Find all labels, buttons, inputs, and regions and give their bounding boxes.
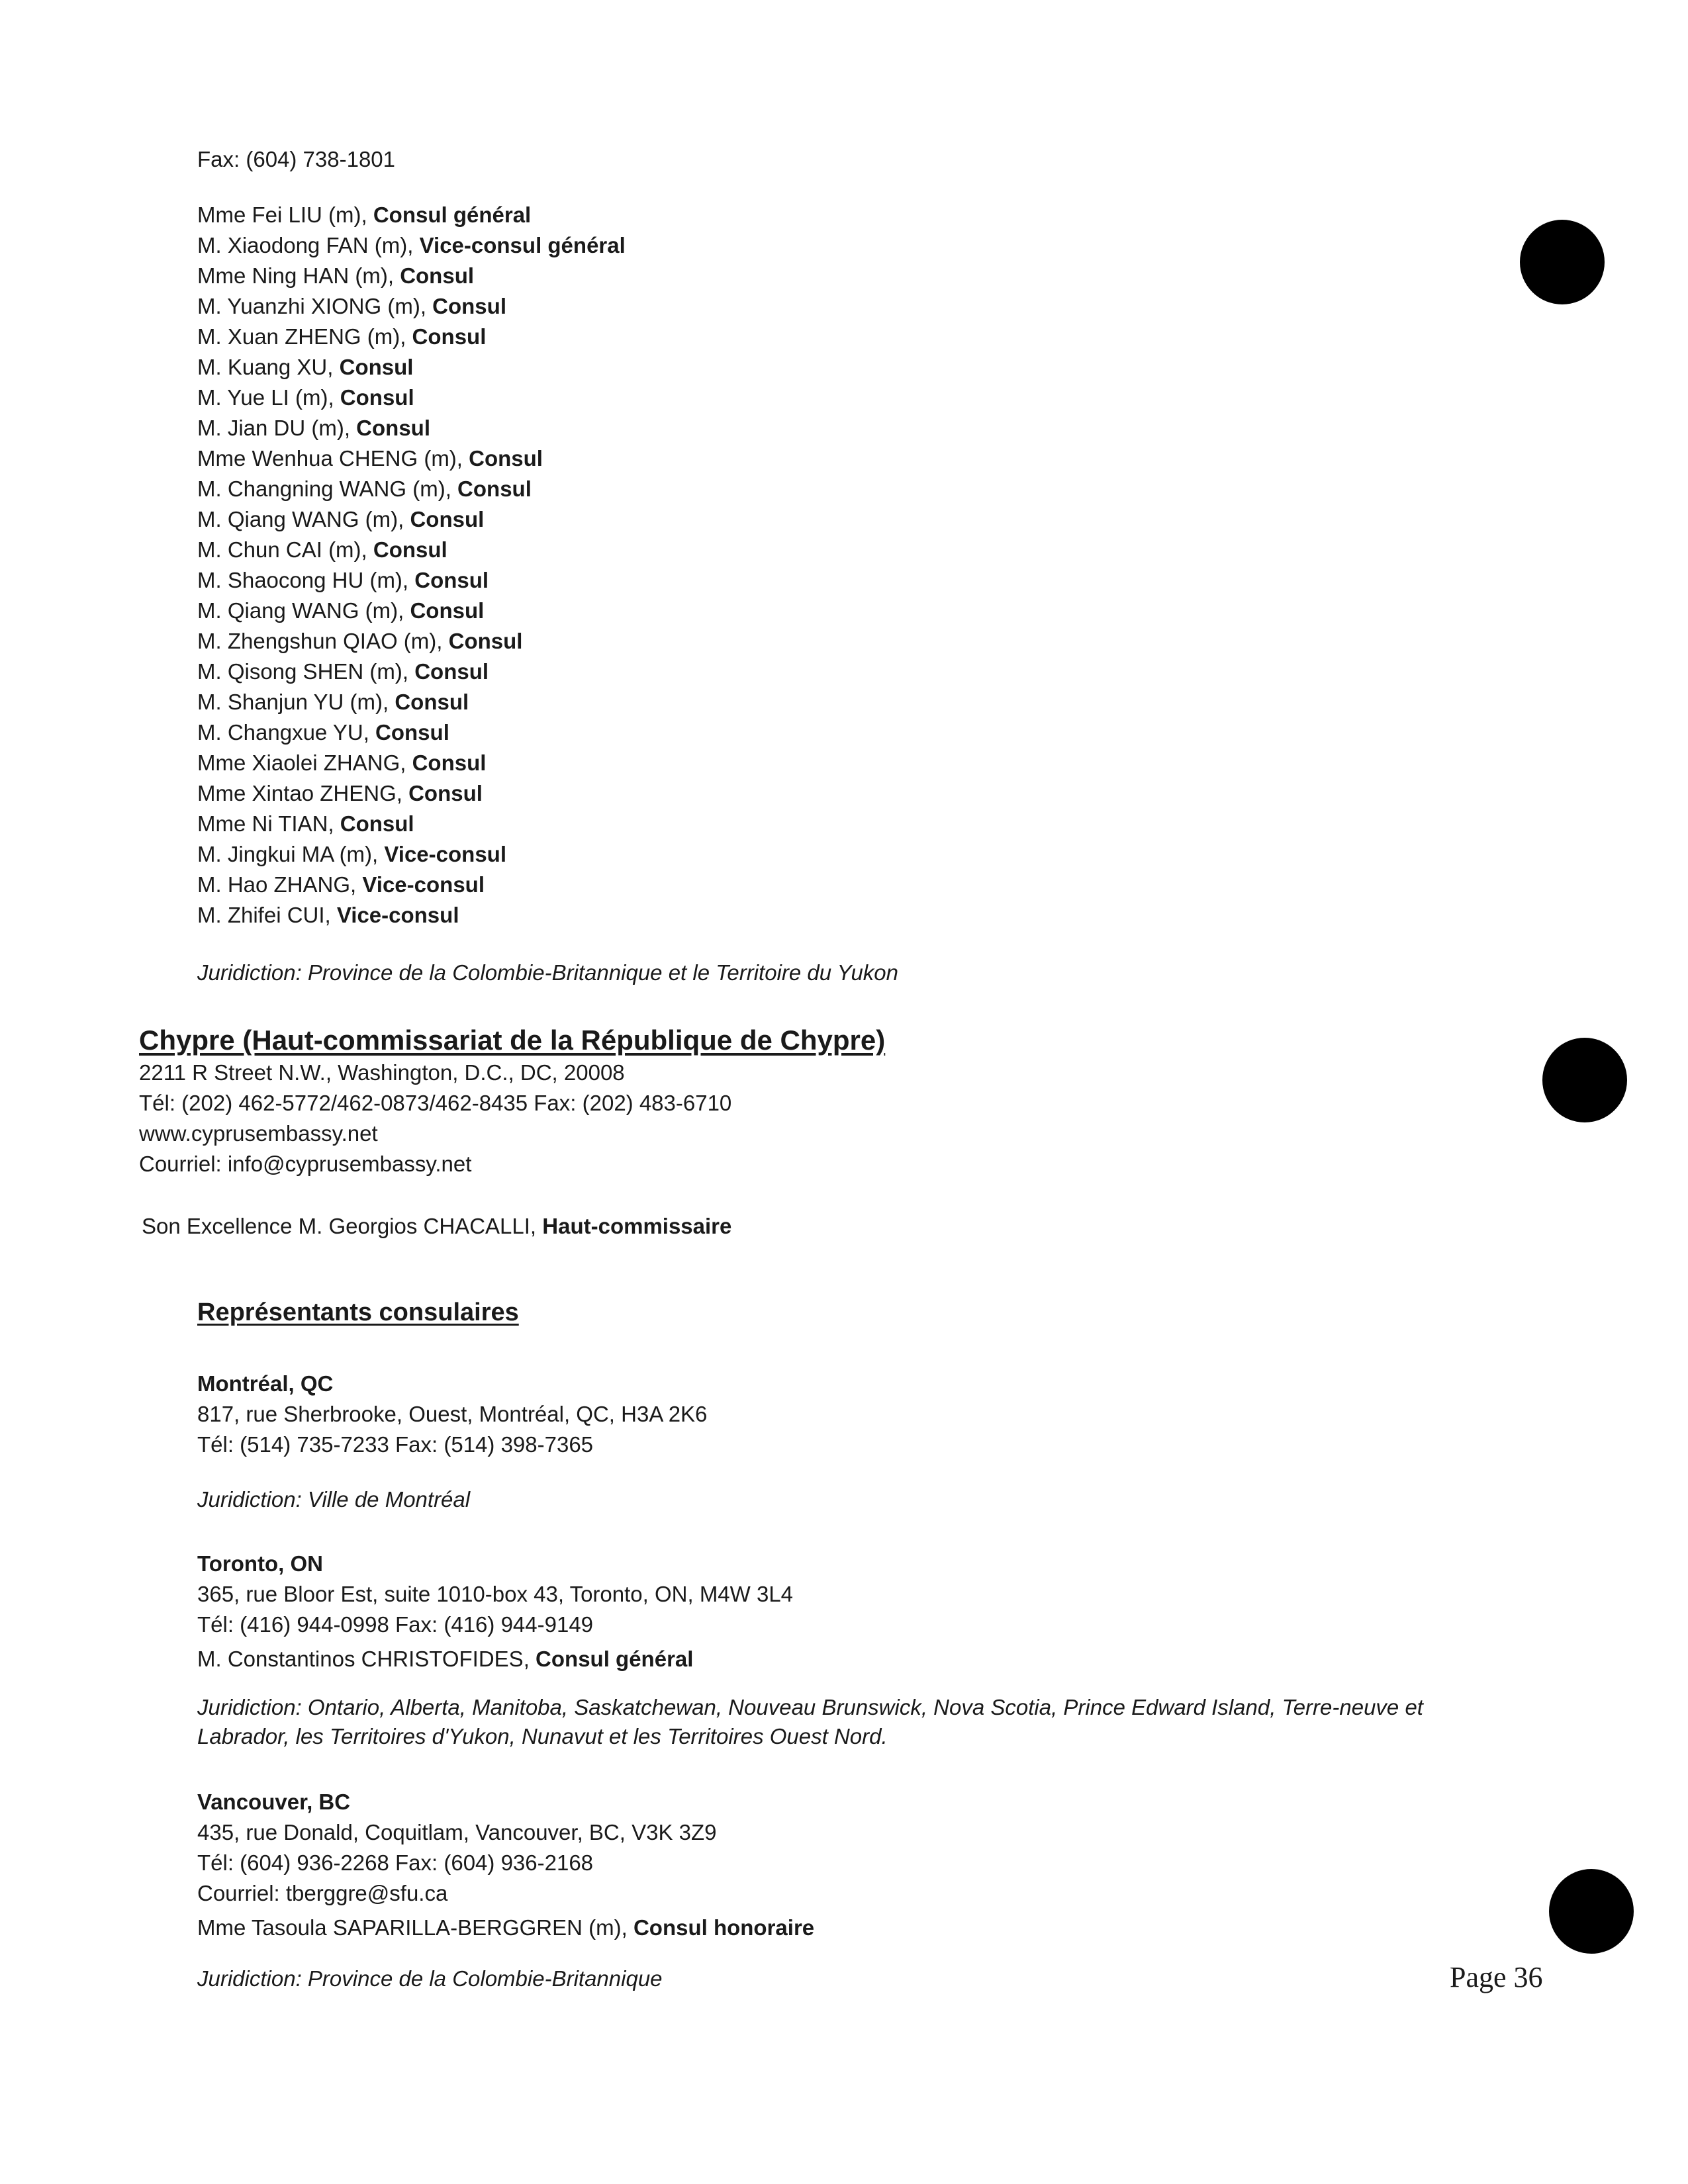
staff-entry — [197, 230, 626, 261]
staff-entry — [197, 504, 626, 535]
high-commissioner-name: Son Excellence M. Georgios CHACALLI, — [142, 1214, 543, 1238]
cyprus-contact-block — [139, 1058, 731, 1179]
cyprus-address: 2211 R Street N.W., Washington, D.C., DC, 20008 — [139, 1060, 625, 1085]
toronto-official-title: Consul général — [536, 1647, 694, 1671]
jurisdiction-toronto: Juridiction: Ontario, Alberta, Manitoba, Saskatchewan, Nouveau Brunswick, Nova Scotia, Prince Edward Island, Terre-neuve et Labrador, les Territoires d'Yukon, Nunavut et les Territoires Ouest Nord. — [197, 1695, 1423, 1749]
staff-name: Mme Wenhua CHENG (m), — [197, 446, 469, 471]
staff-entry — [197, 535, 626, 565]
montreal-address: 817, rue Sherbrooke, Ouest, Montréal, QC, H3A 2K6 — [197, 1402, 708, 1426]
staff-title: Consul — [414, 659, 489, 684]
staff-title: Consul — [400, 263, 475, 288]
toronto-city: Toronto, ON — [197, 1551, 324, 1576]
toronto-official-name: M. Constantinos CHRISTOFIDES, — [197, 1647, 536, 1671]
staff-name: M. Xiaodong FAN (m), — [197, 233, 420, 257]
staff-entry — [197, 809, 626, 839]
staff-title: Consul — [356, 416, 430, 440]
staff-entry — [197, 626, 626, 657]
jurisdiction-china: Juridiction: Province de la Colombie-Britannique et le Territoire du Yukon — [197, 960, 899, 985]
staff-entry — [197, 383, 626, 413]
high-commissioner-line — [142, 1211, 731, 1242]
staff-title: Consul — [410, 598, 485, 623]
staff-entry — [197, 352, 626, 383]
cyprus-phone: Tél: (202) 462-5772/462-0873/462-8435 Fax: (202) 483-6710 — [139, 1091, 732, 1115]
staff-title: Consul — [340, 811, 414, 836]
staff-entry — [197, 900, 626, 931]
staff-title: Vice-consul général — [419, 233, 626, 257]
page-number: Page 36 — [1450, 1961, 1543, 1993]
vancouver-official-title: Consul honoraire — [633, 1915, 815, 1940]
toronto-address: 365, rue Bloor Est, suite 1010-box 43, Toronto, ON, M4W 3L4 — [197, 1582, 794, 1606]
staff-title: Consul — [412, 324, 487, 349]
cyprus-heading: Chypre (Haut-commissariat de la République de Chypre) — [139, 1024, 886, 1056]
vancouver-block — [197, 1787, 814, 1943]
staff-title: Consul — [408, 781, 483, 805]
staff-entry — [197, 748, 626, 778]
staff-name: Mme Ni TIAN, — [197, 811, 340, 836]
staff-entry — [197, 200, 626, 230]
staff-name: M. Yuanzhi XIONG (m), — [197, 294, 433, 318]
cyprus-website: www.cyprusembassy.net — [139, 1121, 378, 1146]
staff-name: M. Zhifei CUI, — [197, 903, 337, 927]
montreal-phone: Tél: (514) 735-7233 Fax: (514) 398-7365 — [197, 1432, 594, 1457]
staff-entry — [197, 687, 626, 717]
staff-name: M. Zhengshun QIAO (m), — [197, 629, 449, 653]
fax-line: Fax: (604) 738-1801 — [197, 147, 396, 171]
staff-entry — [197, 596, 626, 626]
staff-title: Consul — [375, 720, 449, 745]
staff-entry — [197, 778, 626, 809]
vancouver-email: Courriel: tberggre@sfu.ca — [197, 1881, 448, 1905]
consular-representatives-heading: Représentants consulaires — [197, 1298, 519, 1326]
staff-title: Vice-consul — [336, 903, 459, 927]
staff-entry — [197, 443, 626, 474]
staff-name: Mme Xintao ZHENG, — [197, 781, 409, 805]
punch-hole-bottom — [1549, 1869, 1634, 1954]
staff-name: M. Changxue YU, — [197, 720, 376, 745]
staff-name: M. Jian DU (m), — [197, 416, 357, 440]
toronto-official — [197, 1644, 793, 1674]
toronto-phone: Tél: (416) 944-0998 Fax: (416) 944-9149 — [197, 1612, 594, 1637]
staff-name: M. Xuan ZHENG (m), — [197, 324, 412, 349]
staff-entry — [197, 322, 626, 352]
vancouver-phone: Tél: (604) 936-2268 Fax: (604) 936-2168 — [197, 1850, 594, 1875]
staff-title: Consul — [469, 446, 543, 471]
vancouver-city: Vancouver, BC — [197, 1790, 351, 1814]
staff-title: Vice-consul — [384, 842, 507, 866]
jurisdiction-vancouver: Juridiction: Province de la Colombie-Britannique — [197, 1966, 663, 1991]
punch-hole-middle — [1542, 1038, 1627, 1122]
staff-entry — [197, 870, 626, 900]
staff-name: M. Shaocong HU (m), — [197, 568, 415, 592]
staff-title: Consul — [412, 751, 487, 775]
staff-entry — [197, 261, 626, 291]
staff-list — [197, 200, 626, 931]
staff-name: M. Qisong SHEN (m), — [197, 659, 415, 684]
staff-title: Consul — [448, 629, 523, 653]
staff-title: Consul — [373, 537, 447, 562]
staff-name: M. Jingkui MA (m), — [197, 842, 385, 866]
cyprus-email: Courriel: info@cyprusembassy.net — [139, 1152, 472, 1176]
staff-entry — [197, 474, 626, 504]
staff-name: M. Qiang WANG (m), — [197, 598, 410, 623]
staff-name: M. Yue LI (m), — [197, 385, 340, 410]
staff-entry — [197, 717, 626, 748]
staff-name: Mme Xiaolei ZHANG, — [197, 751, 412, 775]
staff-title: Consul — [410, 507, 485, 531]
staff-name: M. Changning WANG (m), — [197, 477, 458, 501]
vancouver-official — [197, 1913, 814, 1943]
staff-entry — [197, 565, 626, 596]
punch-hole-top — [1520, 220, 1605, 304]
toronto-block — [197, 1549, 793, 1674]
staff-title: Consul — [432, 294, 506, 318]
montreal-block — [197, 1369, 707, 1460]
jurisdiction-montreal: Juridiction: Ville de Montréal — [197, 1487, 471, 1512]
staff-title: Consul — [340, 385, 414, 410]
staff-entry — [197, 839, 626, 870]
staff-entry — [197, 657, 626, 687]
staff-name: M. Hao ZHANG, — [197, 872, 363, 897]
staff-name: Mme Ning HAN (m), — [197, 263, 400, 288]
staff-title: Consul — [414, 568, 489, 592]
staff-title: Vice-consul — [362, 872, 485, 897]
staff-title: Consul général — [373, 203, 532, 227]
staff-name: M. Kuang XU, — [197, 355, 340, 379]
vancouver-address: 435, rue Donald, Coquitlam, Vancouver, BC, V3K 3Z9 — [197, 1820, 717, 1844]
staff-name: M. Chun CAI (m), — [197, 537, 373, 562]
vancouver-official-name: Mme Tasoula SAPARILLA-BERGGREN (m), — [197, 1915, 633, 1940]
staff-name: M. Qiang WANG (m), — [197, 507, 410, 531]
staff-entry — [197, 291, 626, 322]
staff-name: M. Shanjun YU (m), — [197, 690, 395, 714]
staff-title: Consul — [395, 690, 469, 714]
montreal-city: Montréal, QC — [197, 1371, 334, 1396]
staff-title: Consul — [339, 355, 414, 379]
high-commissioner-title: Haut-commissaire — [542, 1214, 732, 1238]
staff-name: Mme Fei LIU (m), — [197, 203, 373, 227]
staff-entry — [197, 413, 626, 443]
staff-title: Consul — [457, 477, 532, 501]
